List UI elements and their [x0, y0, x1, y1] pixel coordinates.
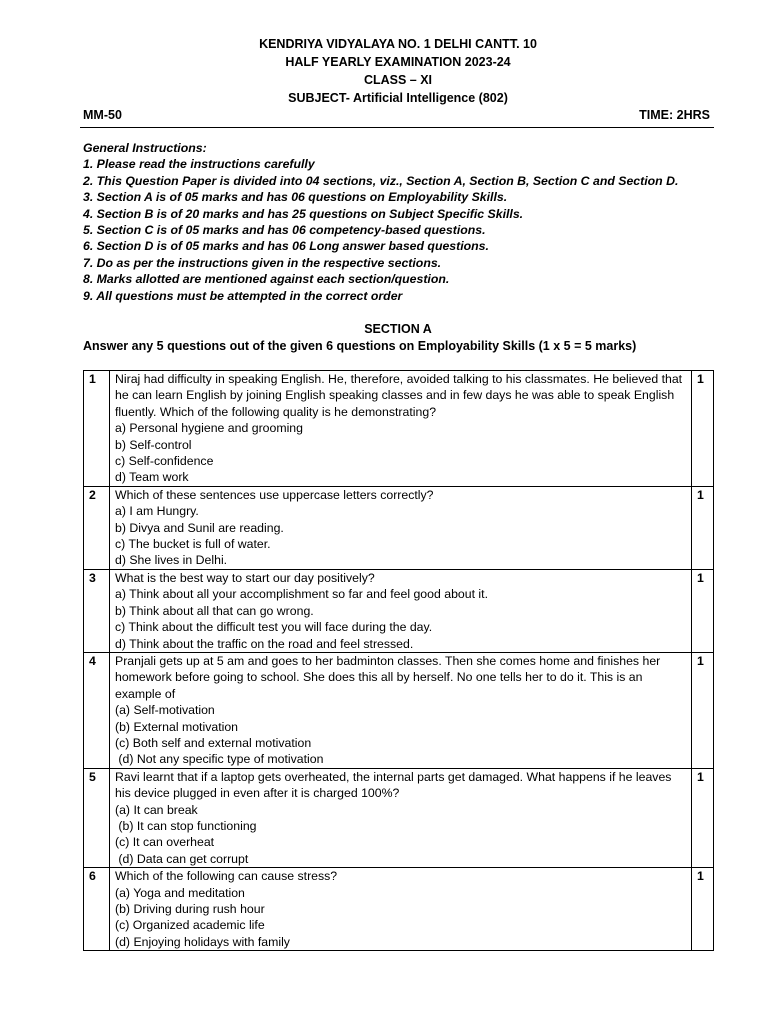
question-text: Ravi learnt that if a laptop gets overheated, the internal parts get damaged. What happens if he leaves his device plugged in even after it is charged 100%?	[115, 769, 672, 801]
question-number: 1	[84, 371, 110, 487]
question-body	[110, 868, 692, 951]
answer-option: (d) Not any specific type of motivation	[115, 752, 324, 767]
questions-table	[83, 370, 714, 951]
instruction-item: 2. This Question Paper is divided into 04 sections, viz., Section A, Section B, Section C and Section D.	[83, 173, 679, 188]
answer-option: (a) Yoga and meditation	[115, 885, 245, 900]
answer-option: (c) Organized academic life	[115, 918, 265, 933]
answer-option: a) Think about all your accomplishment so far and feel good about it.	[115, 587, 488, 602]
max-marks: MM-50	[83, 108, 122, 122]
marks-time-row	[83, 106, 710, 124]
question-body	[110, 652, 692, 768]
answer-option: (a) It can break	[115, 802, 198, 817]
question-text: Niraj had difficulty in speaking English. He, therefore, avoided talking to his classmates. He believed that he can learn English by joining English speaking classes and in few days he was able to speak English fluently. Which of the following quality is he demonstrating?	[115, 372, 683, 419]
instruction-item: 5. Section C is of 05 marks and has 06 competency-based questions.	[83, 223, 486, 238]
class-label: CLASS – XI	[363, 73, 433, 87]
instruction-item: 4. Section B is of 20 marks and has 25 questions on Subject Specific Skills.	[83, 206, 524, 221]
answer-option: (d) Data can get corrupt	[115, 851, 249, 866]
answer-option: c) The bucket is full of water.	[115, 537, 271, 552]
question-marks: 1	[692, 868, 714, 951]
answer-option: a) Personal hygiene and grooming	[115, 421, 303, 436]
answer-option: (c) Both self and external motivation	[115, 735, 312, 750]
question-marks: 1	[692, 768, 714, 867]
instruction-item: 7. Do as per the instructions given in the respective sections.	[83, 255, 442, 270]
question-row	[84, 868, 714, 951]
instruction-item: 3. Section A is of 05 marks and has 06 questions on Employability Skills.	[83, 190, 508, 205]
answer-option: d) She lives in Delhi.	[115, 553, 228, 568]
question-row	[84, 486, 714, 569]
answer-option: (b) Driving during rush hour	[115, 902, 265, 916]
answer-option: (d) Enjoying holidays with family	[115, 934, 290, 949]
question-row	[84, 768, 714, 867]
instruction-item: 1. Please read the instructions carefully	[83, 157, 315, 172]
subject-label: SUBJECT- Artificial Intelligence (802)	[288, 91, 508, 105]
header-divider	[80, 127, 714, 128]
question-number: 4	[84, 652, 110, 768]
answer-option: d) Think about the traffic on the road and feel stressed.	[115, 636, 414, 651]
answer-option: b) Divya and Sunil are reading.	[115, 520, 284, 535]
question-number: 2	[84, 486, 110, 569]
question-body	[110, 486, 692, 569]
answer-option: a) I am Hungry.	[115, 504, 199, 519]
section-title: SECTION A	[364, 322, 432, 336]
answer-option: (c) It can overheat	[115, 835, 215, 850]
school-name: KENDRIYA VIDYALAYA NO. 1 DELHI CANTT. 10	[259, 37, 537, 51]
question-number: 3	[84, 569, 110, 652]
exam-time: TIME: 2HRS	[639, 108, 710, 122]
exam-title: HALF YEARLY EXAMINATION 2023-24	[285, 55, 511, 69]
question-body	[110, 569, 692, 652]
general-instructions	[83, 140, 723, 304]
question-text: What is the best way to start our day positively?	[115, 570, 375, 585]
question-row	[84, 569, 714, 652]
answer-option: (a) Self-motivation	[115, 703, 215, 718]
question-body	[110, 768, 692, 867]
question-number: 5	[84, 768, 110, 867]
question-number: 6	[84, 868, 110, 951]
question-row	[84, 371, 714, 487]
answer-option: d) Team work	[115, 470, 189, 485]
answer-option: c) Self-confidence	[115, 454, 214, 469]
instructions-title: General Instructions:	[83, 141, 207, 155]
instruction-item: 9. All questions must be attempted in the correct order	[83, 288, 403, 303]
answer-option: b) Think about all that can go wrong.	[115, 603, 314, 618]
question-marks: 1	[692, 371, 714, 487]
instruction-item: 6. Section D is of 05 marks and has 06 Long answer based questions.	[83, 239, 489, 254]
instruction-item: 8. Marks allotted are mentioned against each section/question.	[83, 272, 450, 287]
question-text: Pranjali gets up at 5 am and goes to her badminton classes. Then she comes home and finishes her homework before going to school. She does this all by herself. No one tells her to do it. This is an example of	[115, 653, 661, 701]
question-body	[110, 371, 692, 487]
paper-header	[0, 35, 768, 107]
section-subtitle: Answer any 5 questions out of the given 6 questions on Employability Skills (1 x 5 = 5 marks)	[83, 339, 637, 353]
question-text: Which of the following can cause stress?	[115, 869, 338, 884]
answer-option: (b) It can stop functioning	[115, 818, 257, 833]
answer-option: b) Self-control	[115, 437, 192, 452]
question-row	[84, 652, 714, 768]
answer-option: (b) External motivation	[115, 719, 239, 734]
question-marks: 1	[692, 569, 714, 652]
question-text: Which of these sentences use uppercase letters correctly?	[115, 487, 434, 502]
answer-option: c) Think about the difficult test you will face during the day.	[115, 620, 433, 635]
question-marks: 1	[692, 486, 714, 569]
question-marks: 1	[692, 652, 714, 768]
